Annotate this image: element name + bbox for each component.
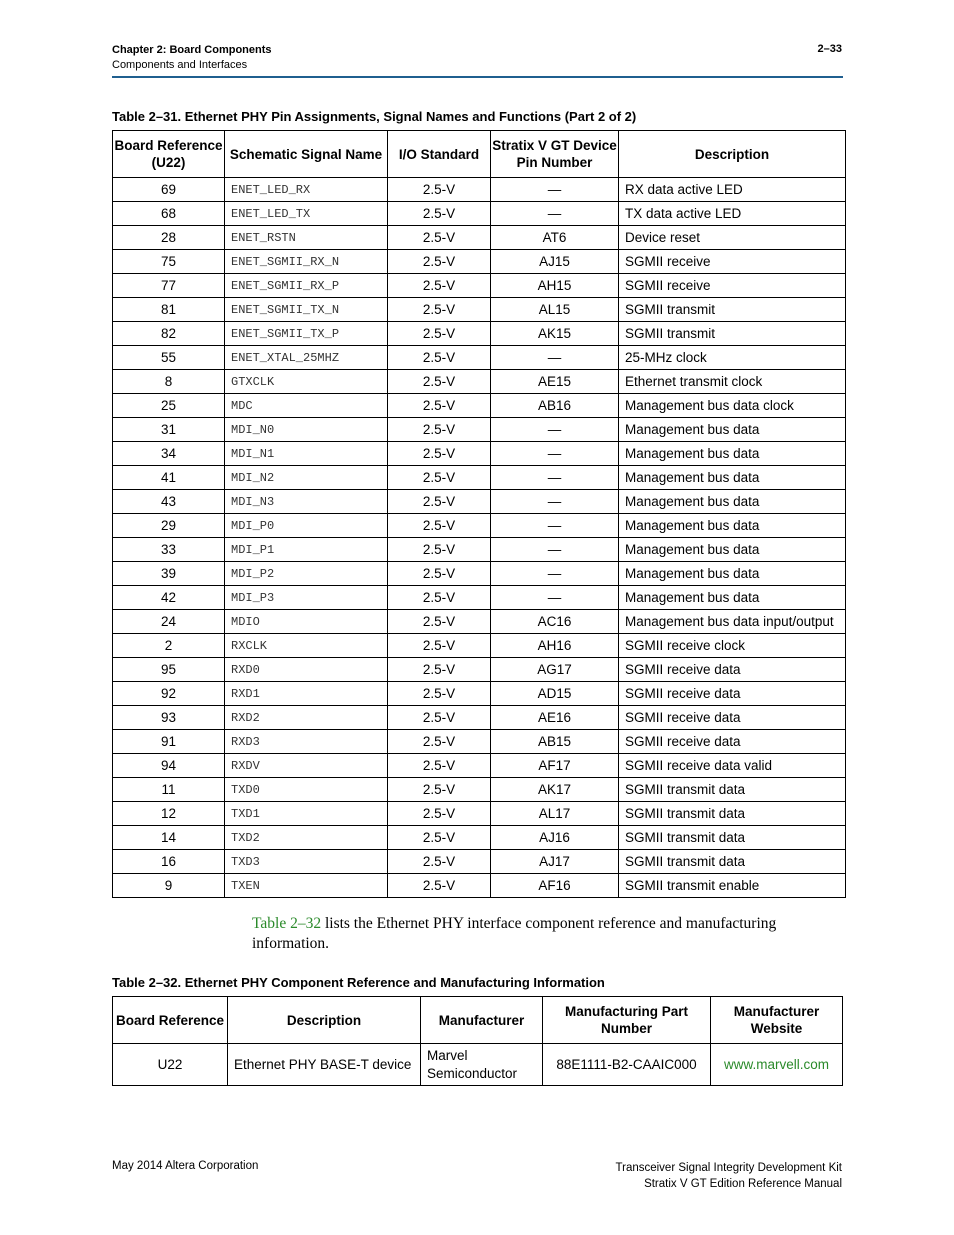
signal-name-cell: MDI_P0: [225, 514, 388, 538]
io-standard-cell: 2.5-V: [388, 538, 491, 562]
signal-name-cell: TXD1: [225, 802, 388, 826]
signal-name-cell: ENET_SGMII_RX_N: [225, 250, 388, 274]
device-pin-cell: AB15: [491, 730, 619, 754]
signal-name-cell: MDI_P2: [225, 562, 388, 586]
table-row: [113, 490, 846, 514]
signal-name-cell: ENET_LED_RX: [225, 178, 388, 202]
column-header: Description: [619, 131, 846, 178]
board-reference-cell: 94: [113, 754, 225, 778]
table-row: [113, 610, 846, 634]
signal-name-cell: MDI_N3: [225, 490, 388, 514]
description-cell: SGMII receive clock: [619, 634, 846, 658]
table-row: [113, 658, 846, 682]
description-cell: 25-MHz clock: [619, 346, 846, 370]
device-pin-cell: AE15: [491, 370, 619, 394]
io-standard-cell: 2.5-V: [388, 466, 491, 490]
io-standard-cell: 2.5-V: [388, 850, 491, 874]
description-cell: Management bus data: [619, 514, 846, 538]
board-reference-cell: 14: [113, 826, 225, 850]
header-divider: [112, 76, 843, 78]
board-reference-cell: 34: [113, 442, 225, 466]
device-pin-cell: AT6: [491, 226, 619, 250]
board-reference-cell: 16: [113, 850, 225, 874]
table-row: [113, 826, 846, 850]
table-row: [113, 754, 846, 778]
io-standard-cell: 2.5-V: [388, 226, 491, 250]
signal-name-cell: MDC: [225, 394, 388, 418]
footer-kit-title: Transceiver Signal Integrity Development Kit: [615, 1162, 842, 1174]
device-pin-cell: —: [491, 466, 619, 490]
device-pin-cell: AL17: [491, 802, 619, 826]
manufacturer-line: Marvel: [427, 1047, 468, 1063]
io-standard-cell: 2.5-V: [388, 874, 491, 898]
device-pin-cell: AC16: [491, 610, 619, 634]
description-cell: Management bus data: [619, 442, 846, 466]
signal-name-cell: ENET_SGMII_TX_N: [225, 298, 388, 322]
io-standard-cell: 2.5-V: [388, 634, 491, 658]
io-standard-cell: 2.5-V: [388, 754, 491, 778]
description-cell: SGMII transmit data: [619, 778, 846, 802]
signal-name-cell: RXD0: [225, 658, 388, 682]
intro-paragraph: [252, 914, 844, 954]
signal-name-cell: MDI_P3: [225, 586, 388, 610]
io-standard-cell: 2.5-V: [388, 778, 491, 802]
table-row: [113, 850, 846, 874]
description-cell: SGMII transmit data: [619, 802, 846, 826]
page-header: [112, 43, 272, 73]
board-reference-cell: 31: [113, 418, 225, 442]
device-pin-cell: AF17: [491, 754, 619, 778]
description-cell: Management bus data: [619, 586, 846, 610]
column-header: Schematic Signal Name: [225, 131, 388, 178]
table-row: [113, 394, 846, 418]
pin-assignment-table: [112, 130, 846, 898]
signal-name-cell: MDI_P1: [225, 538, 388, 562]
description-cell: Ethernet PHY BASE-T device: [228, 1044, 421, 1086]
table-row: [113, 250, 846, 274]
board-reference-cell: 12: [113, 802, 225, 826]
description-cell: SGMII receive data: [619, 706, 846, 730]
description-cell: Management bus data: [619, 466, 846, 490]
device-pin-cell: —: [491, 490, 619, 514]
column-header: Board Reference: [113, 997, 228, 1044]
table-row: [113, 346, 846, 370]
io-standard-cell: 2.5-V: [388, 490, 491, 514]
table-row: [113, 778, 846, 802]
board-reference-cell: U22: [113, 1044, 228, 1086]
table-row: [113, 466, 846, 490]
table-row: [113, 1044, 843, 1086]
table-row: [113, 226, 846, 250]
table-row: [113, 562, 846, 586]
board-reference-cell: 25: [113, 394, 225, 418]
signal-name-cell: RXDV: [225, 754, 388, 778]
board-reference-cell: 33: [113, 538, 225, 562]
device-pin-cell: AJ15: [491, 250, 619, 274]
board-reference-cell: 69: [113, 178, 225, 202]
table-row: [113, 418, 846, 442]
description-cell: SGMII receive data valid: [619, 754, 846, 778]
table-row: [113, 370, 846, 394]
board-reference-cell: 8: [113, 370, 225, 394]
board-reference-cell: 55: [113, 346, 225, 370]
column-header: Manufacturing Part Number: [543, 997, 711, 1044]
description-cell: Ethernet transmit clock: [619, 370, 846, 394]
description-cell: SGMII receive data: [619, 658, 846, 682]
part-number-cell: 88E1111-B2-CAAIC000: [543, 1044, 711, 1086]
device-pin-cell: —: [491, 178, 619, 202]
board-reference-cell: 68: [113, 202, 225, 226]
signal-name-cell: GTXCLK: [225, 370, 388, 394]
device-pin-cell: —: [491, 586, 619, 610]
io-standard-cell: 2.5-V: [388, 178, 491, 202]
footer-manual-title: Stratix V GT Edition Reference Manual: [644, 1178, 842, 1190]
io-standard-cell: 2.5-V: [388, 706, 491, 730]
signal-name-cell: ENET_RSTN: [225, 226, 388, 250]
io-standard-cell: 2.5-V: [388, 274, 491, 298]
board-reference-cell: 2: [113, 634, 225, 658]
table1-caption: Table 2–31. Ethernet PHY Pin Assignments, Signal Names and Functions (Part 2 of 2): [112, 109, 637, 124]
footer-left: May 2014 Altera Corporation: [112, 1160, 259, 1172]
io-standard-cell: 2.5-V: [388, 514, 491, 538]
io-standard-cell: 2.5-V: [388, 682, 491, 706]
signal-name-cell: TXD3: [225, 850, 388, 874]
website-cell: [711, 1044, 843, 1086]
device-pin-cell: AH15: [491, 274, 619, 298]
io-standard-cell: 2.5-V: [388, 562, 491, 586]
component-reference-table: [112, 996, 843, 1086]
column-header: I/O Standard: [388, 131, 491, 178]
table-2-32-link[interactable]: Table 2–32: [252, 915, 322, 932]
io-standard-cell: 2.5-V: [388, 322, 491, 346]
table-row: [113, 586, 846, 610]
description-cell: SGMII transmit: [619, 322, 846, 346]
column-header: Description: [228, 997, 421, 1044]
table-row: [113, 538, 846, 562]
description-cell: Management bus data: [619, 490, 846, 514]
description-cell: Management bus data: [619, 538, 846, 562]
signal-name-cell: ENET_SGMII_RX_P: [225, 274, 388, 298]
io-standard-cell: 2.5-V: [388, 802, 491, 826]
device-pin-cell: AH16: [491, 634, 619, 658]
board-reference-cell: 81: [113, 298, 225, 322]
manufacturer-website-link[interactable]: www.marvell.com: [723, 1056, 829, 1072]
device-pin-cell: AE16: [491, 706, 619, 730]
description-cell: Management bus data: [619, 418, 846, 442]
board-reference-cell: 29: [113, 514, 225, 538]
chapter-title: Chapter 2: Board Components: [112, 44, 272, 56]
description-cell: SGMII transmit: [619, 298, 846, 322]
table1-header-row: [113, 131, 846, 178]
device-pin-cell: —: [491, 202, 619, 226]
io-standard-cell: 2.5-V: [388, 442, 491, 466]
io-standard-cell: 2.5-V: [388, 202, 491, 226]
description-cell: SGMII receive data: [619, 682, 846, 706]
io-standard-cell: 2.5-V: [388, 610, 491, 634]
device-pin-cell: —: [491, 346, 619, 370]
description-cell: SGMII transmit data: [619, 850, 846, 874]
device-pin-cell: AK15: [491, 322, 619, 346]
io-standard-cell: 2.5-V: [388, 826, 491, 850]
io-standard-cell: 2.5-V: [388, 394, 491, 418]
signal-name-cell: RXCLK: [225, 634, 388, 658]
table-row: [113, 874, 846, 898]
board-reference-cell: 42: [113, 586, 225, 610]
device-pin-cell: AG17: [491, 658, 619, 682]
signal-name-cell: ENET_XTAL_25MHZ: [225, 346, 388, 370]
table-row: [113, 274, 846, 298]
description-cell: SGMII transmit data: [619, 826, 846, 850]
device-pin-cell: AL15: [491, 298, 619, 322]
manufacturer-line: Semiconductor: [427, 1065, 518, 1081]
column-header: Stratix V GT Device Pin Number: [491, 131, 619, 178]
io-standard-cell: 2.5-V: [388, 370, 491, 394]
description-cell: SGMII receive: [619, 274, 846, 298]
signal-name-cell: ENET_SGMII_TX_P: [225, 322, 388, 346]
device-pin-cell: —: [491, 514, 619, 538]
device-pin-cell: —: [491, 442, 619, 466]
description-cell: Management bus data input/output: [619, 610, 846, 634]
device-pin-cell: —: [491, 562, 619, 586]
description-cell: SGMII receive: [619, 250, 846, 274]
board-reference-cell: 9: [113, 874, 225, 898]
table-row: [113, 802, 846, 826]
description-cell: Device reset: [619, 226, 846, 250]
signal-name-cell: MDI_N0: [225, 418, 388, 442]
signal-name-cell: TXD0: [225, 778, 388, 802]
table-row: [113, 730, 846, 754]
io-standard-cell: 2.5-V: [388, 586, 491, 610]
signal-name-cell: MDIO: [225, 610, 388, 634]
table-row: [113, 706, 846, 730]
board-reference-cell: 82: [113, 322, 225, 346]
table-row: [113, 514, 846, 538]
device-pin-cell: —: [491, 538, 619, 562]
io-standard-cell: 2.5-V: [388, 346, 491, 370]
table2-header-row: [113, 997, 843, 1044]
board-reference-cell: 95: [113, 658, 225, 682]
signal-name-cell: TXD2: [225, 826, 388, 850]
board-reference-cell: 11: [113, 778, 225, 802]
description-cell: SGMII transmit enable: [619, 874, 846, 898]
device-pin-cell: AD15: [491, 682, 619, 706]
signal-name-cell: TXEN: [225, 874, 388, 898]
io-standard-cell: 2.5-V: [388, 298, 491, 322]
signal-name-cell: ENET_LED_TX: [225, 202, 388, 226]
table-row: [113, 298, 846, 322]
description-cell: SGMII receive data: [619, 730, 846, 754]
column-header: Manufacturer Website: [711, 997, 843, 1044]
device-pin-cell: AF16: [491, 874, 619, 898]
device-pin-cell: AB16: [491, 394, 619, 418]
column-header: Manufacturer: [421, 997, 543, 1044]
table-row: [113, 322, 846, 346]
signal-name-cell: MDI_N2: [225, 466, 388, 490]
board-reference-cell: 39: [113, 562, 225, 586]
device-pin-cell: AJ16: [491, 826, 619, 850]
table-row: [113, 442, 846, 466]
io-standard-cell: 2.5-V: [388, 730, 491, 754]
device-pin-cell: —: [491, 418, 619, 442]
io-standard-cell: 2.5-V: [388, 658, 491, 682]
description-cell: Management bus data: [619, 562, 846, 586]
description-cell: RX data active LED: [619, 178, 846, 202]
io-standard-cell: 2.5-V: [388, 418, 491, 442]
section-title: Components and Interfaces: [112, 59, 248, 71]
paragraph-text: lists the Ethernet PHY interface component reference and manufacturing information.: [252, 915, 777, 952]
board-reference-cell: 75: [113, 250, 225, 274]
footer-right: [616, 1160, 842, 1192]
signal-name-cell: RXD2: [225, 706, 388, 730]
signal-name-cell: RXD1: [225, 682, 388, 706]
manufacturer-cell: [421, 1044, 543, 1086]
column-header: Board Reference (U22): [113, 131, 225, 178]
page-number: 2–33: [817, 43, 842, 55]
table-row: [113, 202, 846, 226]
device-pin-cell: AJ17: [491, 850, 619, 874]
board-reference-cell: 91: [113, 730, 225, 754]
table-row: [113, 682, 846, 706]
signal-name-cell: MDI_N1: [225, 442, 388, 466]
board-reference-cell: 93: [113, 706, 225, 730]
board-reference-cell: 41: [113, 466, 225, 490]
board-reference-cell: 77: [113, 274, 225, 298]
board-reference-cell: 24: [113, 610, 225, 634]
description-cell: TX data active LED: [619, 202, 846, 226]
table-row: [113, 178, 846, 202]
signal-name-cell: RXD3: [225, 730, 388, 754]
table2-caption: Table 2–32. Ethernet PHY Component Reference and Manufacturing Information: [112, 975, 605, 990]
board-reference-cell: 92: [113, 682, 225, 706]
board-reference-cell: 43: [113, 490, 225, 514]
io-standard-cell: 2.5-V: [388, 250, 491, 274]
board-reference-cell: 28: [113, 226, 225, 250]
device-pin-cell: AK17: [491, 778, 619, 802]
table-row: [113, 634, 846, 658]
description-cell: Management bus data clock: [619, 394, 846, 418]
